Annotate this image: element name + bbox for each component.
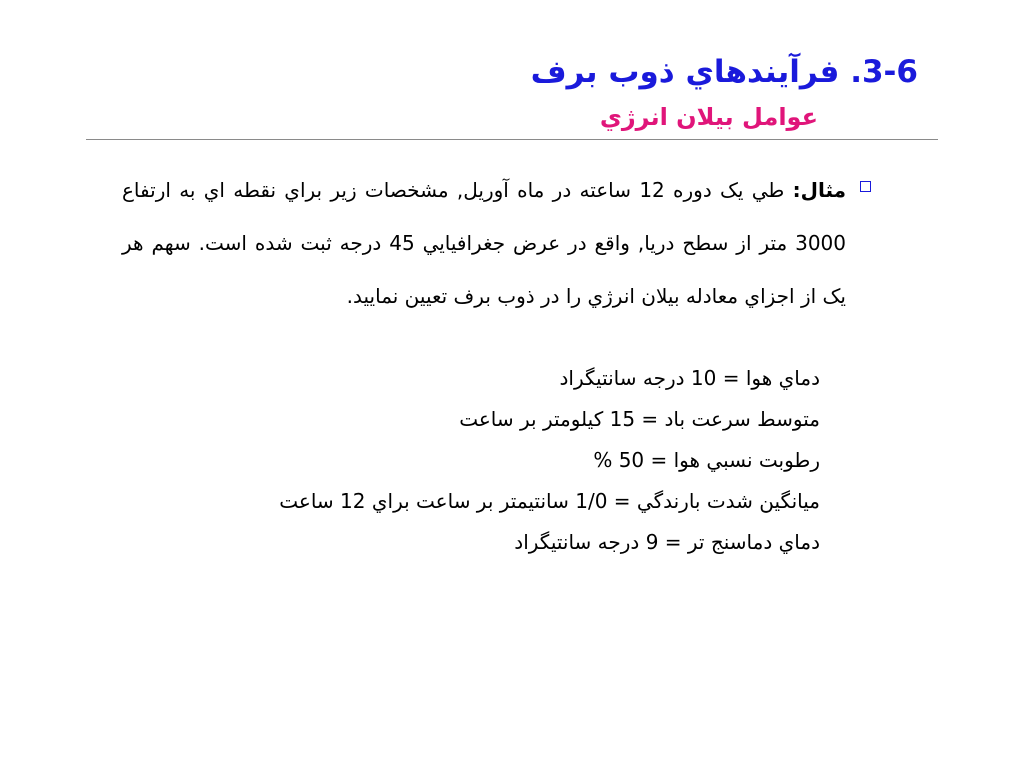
slide-title: 3-6. فرآيندهاي ذوب برف xyxy=(530,54,918,90)
example-label: مثال: xyxy=(792,178,847,202)
slide-subtitle: عوامل بيلان انرژي xyxy=(599,103,818,131)
condition-rainfall-intensity: ميانگين شدت بارندگي = 1/0 سانتيمتر بر ساعت براي 12 ساعت xyxy=(279,489,820,513)
condition-wet-bulb-temperature: دماي دماسنج تر = 9 درجه سانتيگراد xyxy=(514,530,820,554)
condition-relative-humidity: رطوبت نسبي هوا = 50 % xyxy=(593,448,820,472)
hollow-square-bullet-icon xyxy=(860,181,871,192)
condition-wind-speed: متوسط سرعت باد = 15 کيلومتر بر ساعت xyxy=(459,407,820,431)
title-divider xyxy=(86,139,938,140)
example-text: طي يک دوره 12 ساعته در ماه آوريل, مشخصات زير براي نقطه اي به ارتفاع 3000 متر از سطح دريا, واقع در عرض جغرافيايي 45 درجه ثبت شده است. سهم هر يک از اجزاي معادله بيلان انرژي را در ذوب برف تعيين نماييد. xyxy=(122,178,846,308)
condition-air-temperature: دماي هوا = 10 درجه سانتيگراد xyxy=(559,366,820,390)
conditions-list xyxy=(279,358,820,563)
example-paragraph xyxy=(122,164,846,323)
